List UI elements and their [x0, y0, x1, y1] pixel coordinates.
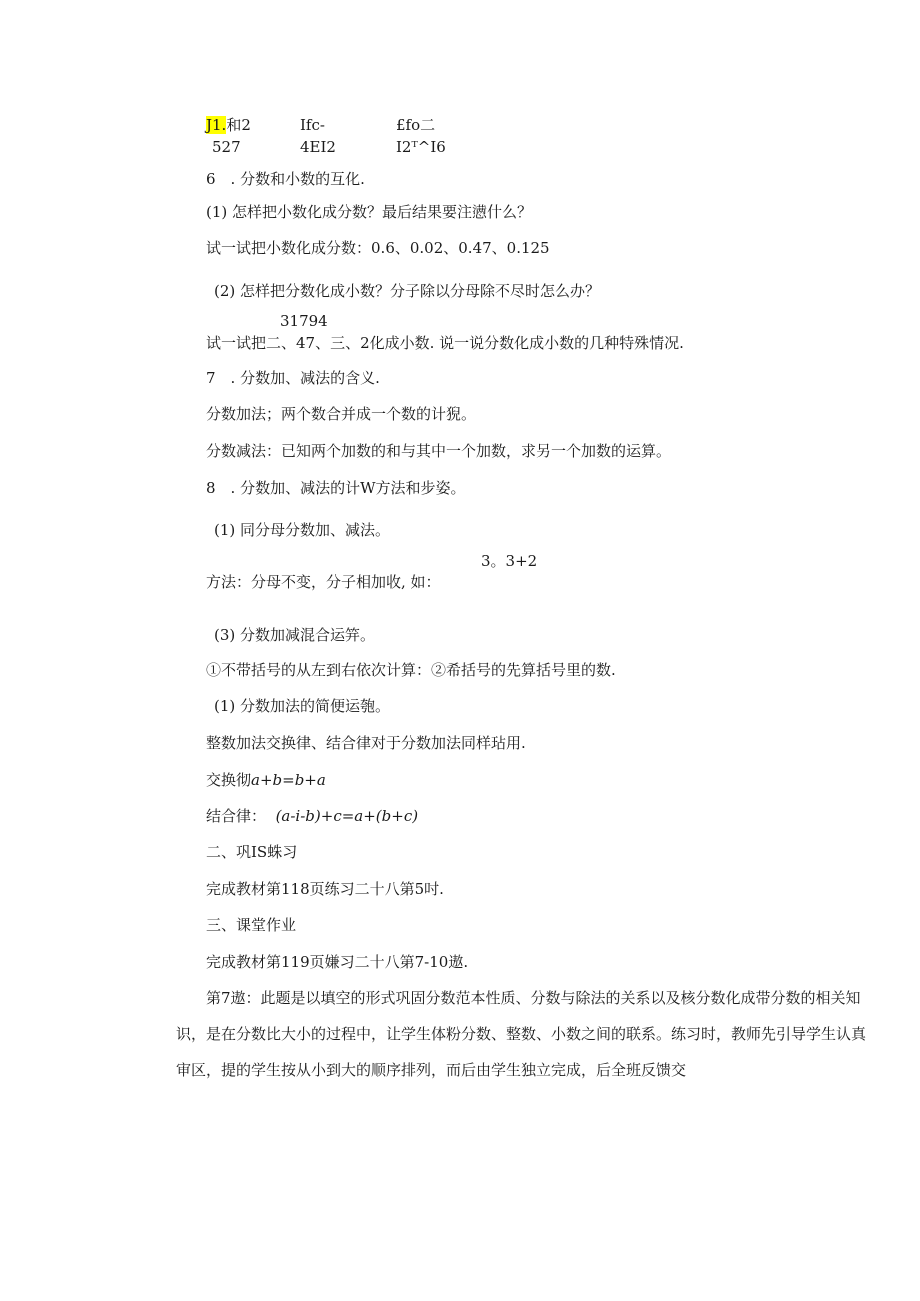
section-heading-8: 8 . 分数加、减法的计W方法和步姿。	[206, 479, 466, 497]
question-1: (1) 怎样把小数化成分数？最后结果要注懑什么？	[206, 203, 533, 221]
section-heading-6: 6 . 分数和小数的互化.	[206, 170, 365, 188]
commutative-expression: a+b=b+a	[251, 771, 326, 789]
fraction-cell: 4EI2	[300, 138, 336, 156]
try-decimal-to-fraction: 试一试把小数化成分数：0.6、0.02、0.47、0.125	[206, 239, 550, 257]
fraction-cell: J1.和2	[206, 116, 251, 134]
method-text: 方法：分母不变，分子相加收, 如：	[206, 573, 441, 591]
section-consolidation: 二、巩IS蛛习	[206, 843, 298, 861]
section-classwork: 三、课堂作业	[206, 916, 297, 934]
fraction-example: 3。3+2	[481, 552, 538, 570]
commutative-law: 交换彻a+b=b+a	[206, 771, 326, 789]
associative-law: 结合律： (a-i-b)+c=a+(b+c)	[206, 807, 419, 825]
explanation-paragraph: 第7遨：此题是以填空的形式巩固分数范本性质、分数与除法的关系以及核分数化成带分数的相关知识，是在分数比大小的过程中，让学生体粉分数、整数、小数之间的联系。练习时，教师先引导学生认真审区，提的学生按从小到大的顺序排列，而后由学生独立完成，后全班反馈交	[176, 989, 867, 1079]
try-fraction-to-decimal: 试一试把二、47、三、2化成小数. 说一说分数化成小数的几种特殊情况.	[206, 334, 684, 352]
fraction-cell: Ifc-	[300, 116, 325, 134]
law-statement: 整数加法交换律、结合律对于分数加法同样玷用.	[206, 734, 526, 752]
homework-1: 完成教材第118页练习二十八第5吋.	[206, 880, 444, 898]
addition-definition: 分数加法；两个数合并成一个数的计猊。	[206, 405, 477, 423]
question-2: (2) 怎样把分数化成小数？分子除以分母除不尽时怎么办？	[214, 282, 601, 300]
associative-expression: (a-i-b)+c=a+(b+c)	[275, 807, 419, 825]
simplified-addition-heading: (1) 分数加法的简便运匏。	[214, 697, 391, 715]
highlight-mark: J1.	[206, 116, 227, 134]
homework-2: 完成教材第119页嫌习二十八第7-10遨.	[206, 953, 469, 971]
fraction-cell: I2ᵀ^I6	[396, 138, 446, 156]
same-denominator-heading: (1) 同分母分数加、减法。	[214, 521, 391, 539]
fraction-cell: 527	[212, 138, 241, 156]
subtraction-definition: 分数减法：已知两个加数的和与其中一个加数，求另一个加数的运算。	[206, 442, 672, 460]
fraction-cell: £fo二	[396, 116, 436, 134]
fraction-numerators: 31794	[280, 312, 328, 330]
section-heading-7: 7 . 分数加、减法的含义.	[206, 369, 380, 387]
order-rule: ①不带括号的从左到右依次计算：②希括号的先算括号里的数.	[206, 661, 616, 679]
mixed-operation-heading: (3) 分数加减混合运笄。	[214, 626, 376, 644]
